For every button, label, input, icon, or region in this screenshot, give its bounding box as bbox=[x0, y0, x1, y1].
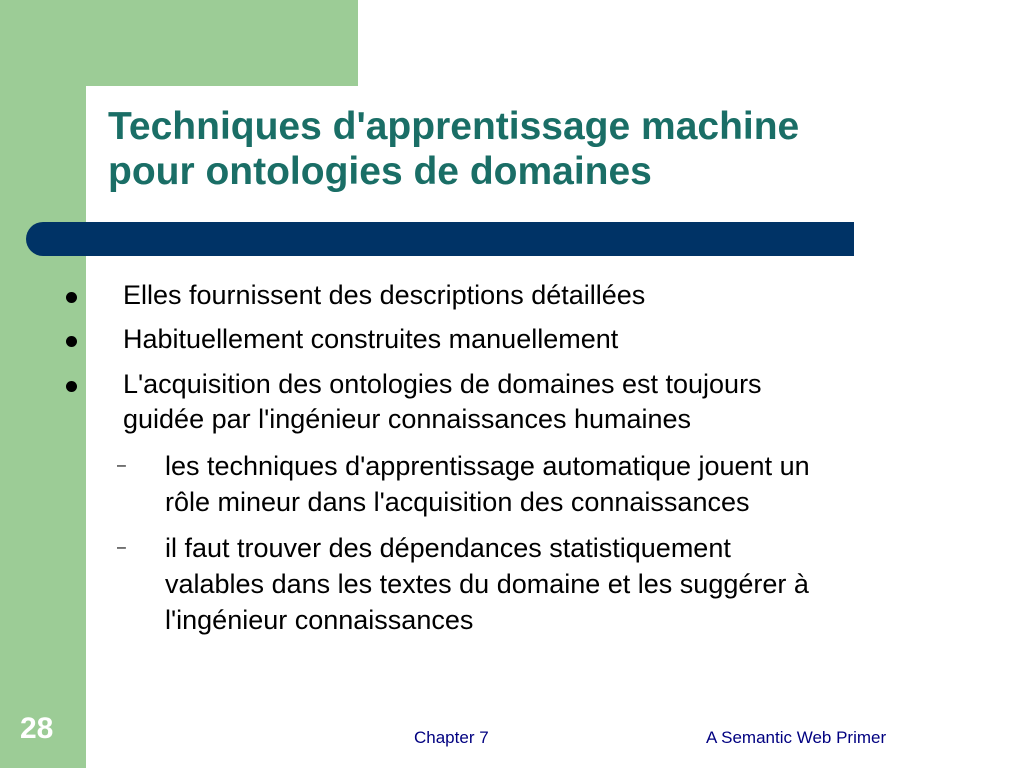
sub-bullet-2-line-3: l'ingénieur connaissances bbox=[165, 605, 474, 635]
title-line-1: Techniques d'apprentissage machine bbox=[108, 105, 800, 148]
bullet-dot bbox=[66, 381, 77, 392]
bullet-text-3-line-2: guidée par l'ingénieur connaissances humaines bbox=[123, 404, 692, 434]
footer-book-title: A Semantic Web Primer bbox=[706, 728, 887, 747]
sub-bullet-2-line-2: valables dans les textes du domaine et les suggérer à bbox=[165, 569, 809, 599]
sub-bullet-2-line-1: il faut trouver des dépendances statistiquement bbox=[165, 533, 731, 563]
bullet-text-1: Elles fournissent des descriptions détaillées bbox=[123, 280, 646, 310]
title-divider-bar bbox=[26, 222, 854, 256]
sub-bullet-1-line-2: rôle mineur dans l'acquisition des connaissances bbox=[165, 487, 750, 517]
footer-chapter: Chapter 7 bbox=[414, 728, 489, 747]
bullet-text-2: Habituellement construites manuellement bbox=[123, 324, 619, 354]
bullet-dot bbox=[66, 292, 77, 303]
top-green-band bbox=[0, 0, 358, 86]
sub-bullet-1-line-1: les techniques d'apprentissage automatique jouent un bbox=[165, 451, 810, 481]
sub-bullet-dash: – bbox=[117, 457, 126, 474]
title-line-2: pour ontologies de domaines bbox=[108, 150, 652, 193]
sub-bullet-dash: – bbox=[117, 539, 126, 556]
slide-title bbox=[108, 104, 1008, 194]
bullet-text-3-line-1: L'acquisition des ontologies de domaines est toujours bbox=[123, 369, 762, 399]
slide-number: 28 bbox=[20, 712, 54, 745]
bullet-dot bbox=[66, 336, 77, 347]
